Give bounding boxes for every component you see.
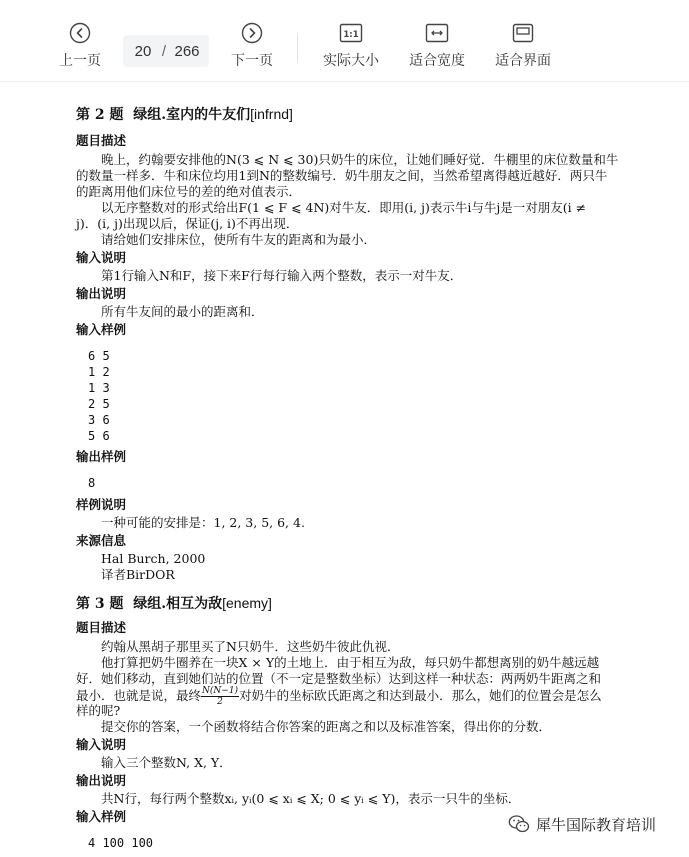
problem-2-output-text: 所有牛友间的最小的距离和． bbox=[101, 304, 264, 319]
fit-width-icon bbox=[425, 22, 449, 44]
fit-screen-button[interactable] bbox=[490, 22, 556, 70]
fit-width-label: 适合宽度 bbox=[409, 52, 465, 68]
problem-3-sample-in-heading: 输入样例 bbox=[76, 809, 127, 824]
problem-3-input-heading: 输入说明 bbox=[76, 737, 127, 752]
problem-2-input-heading: 输入说明 bbox=[76, 250, 127, 265]
current-page-number[interactable]: 20 bbox=[134, 42, 152, 60]
fit-screen-label: 适合界面 bbox=[495, 52, 551, 68]
problem-2-explain-text: 一种可能的安排是：1, 2, 3, 5, 6, 4. bbox=[101, 515, 305, 530]
problem-2-source-line: 译者BirDOR bbox=[101, 567, 175, 582]
actual-size-icon bbox=[339, 22, 363, 44]
toolbar-divider bbox=[297, 34, 298, 62]
chevron-right-circle-icon bbox=[241, 22, 263, 44]
problem-3-desc-line: 最小．也就是说，最终 $\frac{N(N-1)}{2}$ 对奶牛的坐标欧氏距离之和达到最小．那么，她们的位置会是怎么 bbox=[76, 686, 602, 707]
next-page-button[interactable] bbox=[228, 22, 276, 70]
problem-2-input-text: 第1行输入N和F，接下来F行每行输入两个整数，表示一对牛友． bbox=[101, 268, 463, 283]
prev-page-label: 上一页 bbox=[59, 52, 101, 68]
problem-3-output-text: 共N行，每行两个整数xᵢ, yᵢ(0 ⩽ xᵢ ⩽ X; 0 ⩽ yᵢ ⩽ Y)，表示一只牛的坐标． bbox=[101, 791, 521, 806]
sample-input-line: 1 2 bbox=[88, 365, 110, 379]
actual-size-label: 实际大小 bbox=[323, 52, 379, 68]
sample-input-line: 2 5 bbox=[88, 397, 110, 411]
page-separator: / bbox=[161, 42, 167, 60]
prev-page-button[interactable] bbox=[56, 22, 104, 70]
problem-3-desc-line: 样的呢? bbox=[76, 703, 121, 718]
fit-screen-icon bbox=[511, 22, 535, 44]
pdf-toolbar bbox=[0, 8, 689, 82]
fit-width-button[interactable] bbox=[404, 22, 470, 70]
problem-3-output-heading: 输出说明 bbox=[76, 773, 127, 788]
problem-2-desc-line: 请给她们安排床位，使所有牛友的距离和为最小． bbox=[101, 232, 377, 247]
svg-text:1:1: 1:1 bbox=[343, 30, 359, 40]
problem-2-sample-in-heading: 输入样例 bbox=[76, 322, 127, 337]
problem-2-desc-heading: 题目描述 bbox=[76, 133, 127, 148]
problem-3-input-text: 输入三个整数N, X, Y． bbox=[101, 755, 232, 770]
problem-2-sample-out-heading: 输出样例 bbox=[76, 449, 127, 464]
problem-2-desc-line: 以无序整数对的形式给出F(1 ⩽ F ⩽ 4N)对牛友．即用(i, j)表示牛i与牛j是一对朋友(i ≠ bbox=[101, 200, 587, 215]
sample-input-line: 5 6 bbox=[88, 429, 110, 443]
sample-output-line: 8 bbox=[88, 476, 96, 490]
total-pages: 266 bbox=[174, 42, 200, 60]
wechat-icon bbox=[508, 814, 530, 834]
problem-2-desc-line: j)．(i, j)出现以后，保证(j, i)不再出现． bbox=[76, 216, 299, 231]
actual-size-button[interactable] bbox=[318, 22, 384, 70]
problem-2-explain-heading: 样例说明 bbox=[76, 497, 127, 512]
problem-3-desc-line: 约翰从黑胡子那里买了N只奶牛．这些奶牛彼此仇视． bbox=[101, 639, 400, 654]
problem-2-title: 第 2 题 绿组.室内的牛友们[infrnd] bbox=[76, 106, 293, 123]
problem-3-title: 第 3 题 绿组.相互为敌[enemy] bbox=[76, 595, 272, 612]
problem-2-desc-line: 晚上，约翰要安排他的N(3 ⩽ N ⩽ 30)只奶牛的床位，让她们睡好觉．牛棚里的床位数量和牛 bbox=[101, 152, 619, 167]
chevron-left-circle-icon bbox=[69, 22, 91, 44]
sample-input-line: 6 5 bbox=[88, 349, 110, 363]
problem-2-desc-line: 的距离用他们床位号的差的绝对值表示． bbox=[76, 184, 302, 199]
fraction: $\frac{N(N-1)}{2}$ bbox=[202, 686, 239, 707]
sample-input-line: 3 6 bbox=[88, 413, 110, 427]
watermark bbox=[508, 812, 656, 836]
sample-input-line: 4 100 100 bbox=[88, 836, 154, 850]
problem-3-desc-line: 提交你的答案，一个函数将结合你答案的距离之和以及标准答案，得出你的分数． bbox=[101, 719, 552, 734]
problem-2-desc-line: 的数量一样多．牛和床位均用1到N的整数编号．奶牛朋友之间，当然希望离得越近越好．两只牛 bbox=[76, 168, 608, 183]
sample-input-line: 1 3 bbox=[88, 381, 110, 395]
next-page-label: 下一页 bbox=[231, 52, 273, 68]
problem-2-source-line: Hal Burch, 2000 bbox=[101, 551, 206, 566]
watermark-text: 犀牛国际教育培训 bbox=[536, 815, 657, 834]
problem-2-output-heading: 输出说明 bbox=[76, 286, 127, 301]
problem-3-desc-line: 他打算把奶牛圈养在一块X × Y的土地上．由于相互为敌，每只奶牛都想离别的奶牛越远越 bbox=[101, 655, 600, 670]
page-indicator[interactable] bbox=[123, 35, 209, 67]
problem-3-desc-heading: 题目描述 bbox=[76, 620, 127, 635]
problem-3-desc-line: 好．她们移动，直到她们站的位置（不一定是整数坐标）达到这样一种状态：两两奶牛距离之和 bbox=[76, 671, 602, 686]
problem-2-source-heading: 来源信息 bbox=[76, 533, 127, 548]
